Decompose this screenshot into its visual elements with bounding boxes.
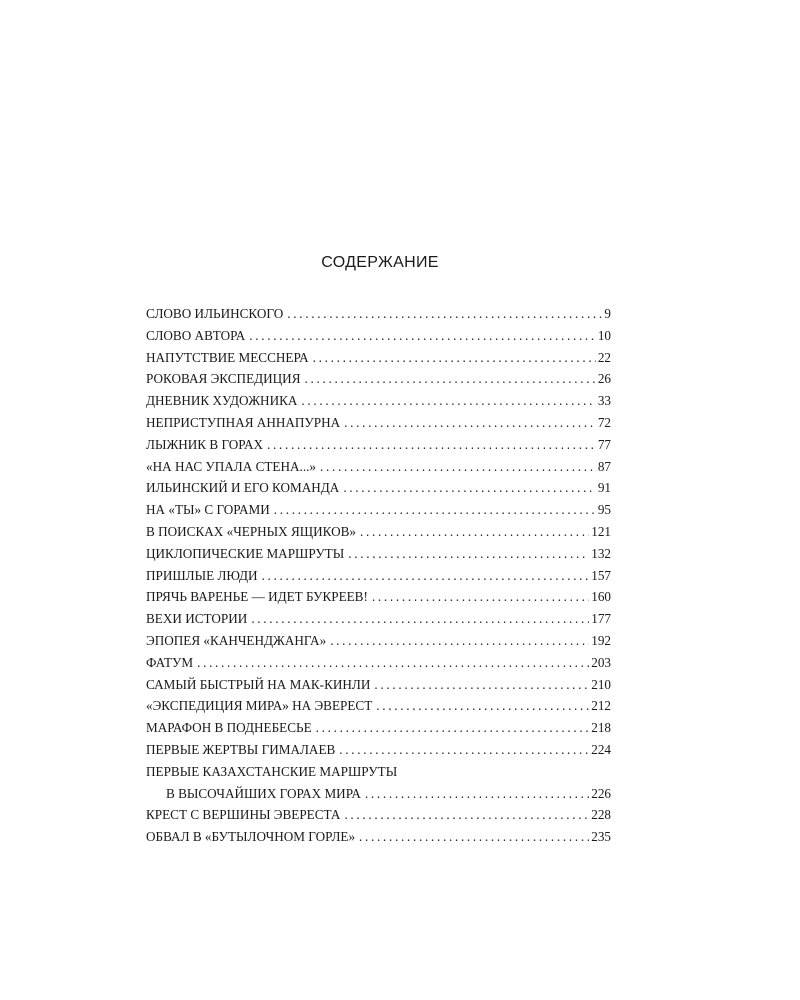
dot-leader — [372, 586, 589, 608]
dot-leader — [251, 608, 589, 630]
toc-entry — [146, 347, 611, 369]
toc-entry-title: В ВЫСОЧАЙШИХ ГОРАХ МИРА — [166, 785, 361, 801]
toc-entry-title: МАРАФОН В ПОДНЕБЕСЬЕ — [146, 720, 312, 736]
toc-entry-title: «НА НАС УПАЛА СТЕНА...» — [146, 458, 317, 474]
toc-entry — [146, 325, 611, 347]
toc-entry — [146, 456, 611, 478]
dot-leader — [330, 630, 589, 652]
dot-leader — [301, 390, 595, 412]
table-of-contents — [146, 303, 611, 848]
toc-entry-title: ФАТУМ — [146, 654, 194, 670]
dot-leader — [305, 368, 596, 390]
dot-leader — [376, 695, 589, 717]
dot-leader — [339, 739, 589, 761]
dot-leader — [262, 565, 590, 587]
toc-page-number: 224 — [591, 741, 611, 757]
toc-page-number: 95 — [597, 502, 611, 518]
dot-leader — [197, 652, 589, 674]
toc-page-number: 72 — [597, 414, 611, 430]
dot-leader — [344, 412, 596, 434]
toc-entry-title: ПЕРВЫЕ КАЗАХСТАНСКИЕ МАРШРУТЫ — [146, 763, 398, 779]
toc-page-number: 226 — [591, 785, 611, 801]
toc-entry — [146, 543, 611, 565]
toc-entry-title: СЛОВО АВТОРА — [146, 327, 246, 343]
toc-entry-title: ОБВАЛ В «БУТЫЛОЧНОМ ГОРЛЕ» — [146, 829, 356, 845]
toc-entry — [146, 652, 611, 674]
toc-entry-title: ЭПОПЕЯ «КАНЧЕНДЖАНГА» — [146, 632, 327, 648]
toc-entry-title: ПРИШЛЫЕ ЛЮДИ — [146, 567, 258, 583]
toc-entry — [146, 499, 611, 521]
dot-leader — [249, 325, 596, 347]
toc-page-number: 87 — [597, 458, 611, 474]
toc-entry-title: ПЕРВЫЕ ЖЕРТВЫ ГИМАЛАЕВ — [146, 741, 336, 757]
dot-leader — [274, 499, 596, 521]
toc-entry — [146, 586, 611, 608]
toc-entry-title: ЛЫЖНИК В ГОРАХ — [146, 436, 264, 452]
dot-leader — [343, 477, 596, 499]
dot-leader — [267, 434, 596, 456]
toc-entry — [146, 565, 611, 587]
dot-leader — [344, 804, 589, 826]
toc-entry-title: «ЭКСПЕДИЦИЯ МИРА» НА ЭВЕРЕСТ — [146, 698, 373, 714]
toc-entry-title: РОКОВАЯ ЭКСПЕДИЦИЯ — [146, 371, 301, 387]
toc-page-number: 33 — [597, 393, 611, 409]
toc-entry-title: СЛОВО ИЛЬИНСКОГО — [146, 306, 284, 321]
toc-page-number: 10 — [597, 327, 611, 343]
toc-page-number: 160 — [591, 589, 611, 605]
dot-leader — [348, 543, 589, 565]
toc-entry — [146, 521, 611, 543]
dot-leader — [360, 521, 589, 543]
toc-page-number: 157 — [591, 567, 611, 583]
toc-entry-title: НЕПРИСТУПНАЯ АННАПУРНА — [146, 414, 341, 430]
toc-entry — [146, 412, 611, 434]
toc-entry — [146, 674, 611, 696]
page-title: СОДЕРЖАНИЕ — [321, 254, 439, 271]
toc-page-number: 26 — [597, 371, 611, 387]
toc-entry — [146, 434, 611, 456]
toc-page-number: 132 — [591, 545, 611, 561]
toc-page-number: 91 — [597, 480, 611, 496]
dot-leader — [374, 674, 589, 696]
toc-entry-title: ВЕХИ ИСТОРИИ — [146, 611, 248, 627]
toc-page-number: 212 — [591, 698, 611, 714]
toc-entry — [146, 390, 611, 412]
toc-entry-title: В ПОИСКАХ «ЧЕРНЫХ ЯЩИКОВ» — [146, 523, 357, 539]
toc-page-number: 218 — [591, 720, 611, 736]
toc-entry-title: НА «ТЫ» С ГОРАМИ — [146, 502, 270, 518]
toc-page-number: 77 — [597, 436, 611, 452]
toc-page-number: 177 — [591, 611, 611, 627]
dot-leader — [316, 717, 590, 739]
toc-entry — [146, 761, 611, 783]
toc-entry — [146, 477, 611, 499]
toc-entry-title: САМЫЙ БЫСТРЫЙ НА МАК-КИНЛИ — [146, 676, 371, 692]
toc-entry-title: НАПУТСТВИЕ МЕССНЕРА — [146, 349, 309, 365]
toc-page-number: 22 — [597, 349, 611, 365]
toc-entry — [146, 695, 611, 717]
toc-entry — [146, 804, 611, 826]
dot-leader — [287, 303, 602, 325]
toc-page-number: 228 — [591, 807, 611, 823]
toc-page-number: 192 — [591, 632, 611, 648]
dot-leader — [320, 456, 596, 478]
toc-entry-title: ИЛЬИНСКИЙ И ЕГО КОМАНДА — [146, 480, 340, 496]
toc-entry-title: ДНЕВНИК ХУДОЖНИКА — [146, 393, 298, 409]
toc-entry-title: ПРЯЧЬ ВАРЕНЬЕ — ИДЕТ БУКРЕЕВ! — [146, 589, 368, 605]
toc-page-number: 9 — [604, 306, 611, 321]
toc-entry-title: КРЕСТ С ВЕРШИНЫ ЭВЕРЕСТА — [146, 807, 341, 823]
toc-page-number: 121 — [591, 523, 611, 539]
toc-entry-title: ЦИКЛОПИЧЕСКИЕ МАРШРУТЫ — [146, 545, 345, 561]
toc-page-number: 203 — [591, 654, 611, 670]
toc-entry — [146, 630, 611, 652]
toc-entry — [146, 368, 611, 390]
toc-entry — [146, 739, 611, 761]
dot-leader — [313, 347, 596, 369]
toc-entry — [146, 717, 611, 739]
toc-entry — [146, 826, 611, 848]
toc-entry — [146, 608, 611, 630]
dot-leader — [365, 783, 589, 805]
dot-leader — [359, 826, 589, 848]
toc-entry-continuation — [146, 783, 611, 805]
toc-page-number: 235 — [591, 829, 611, 845]
toc-page-number: 210 — [591, 676, 611, 692]
toc-entry — [146, 303, 611, 325]
